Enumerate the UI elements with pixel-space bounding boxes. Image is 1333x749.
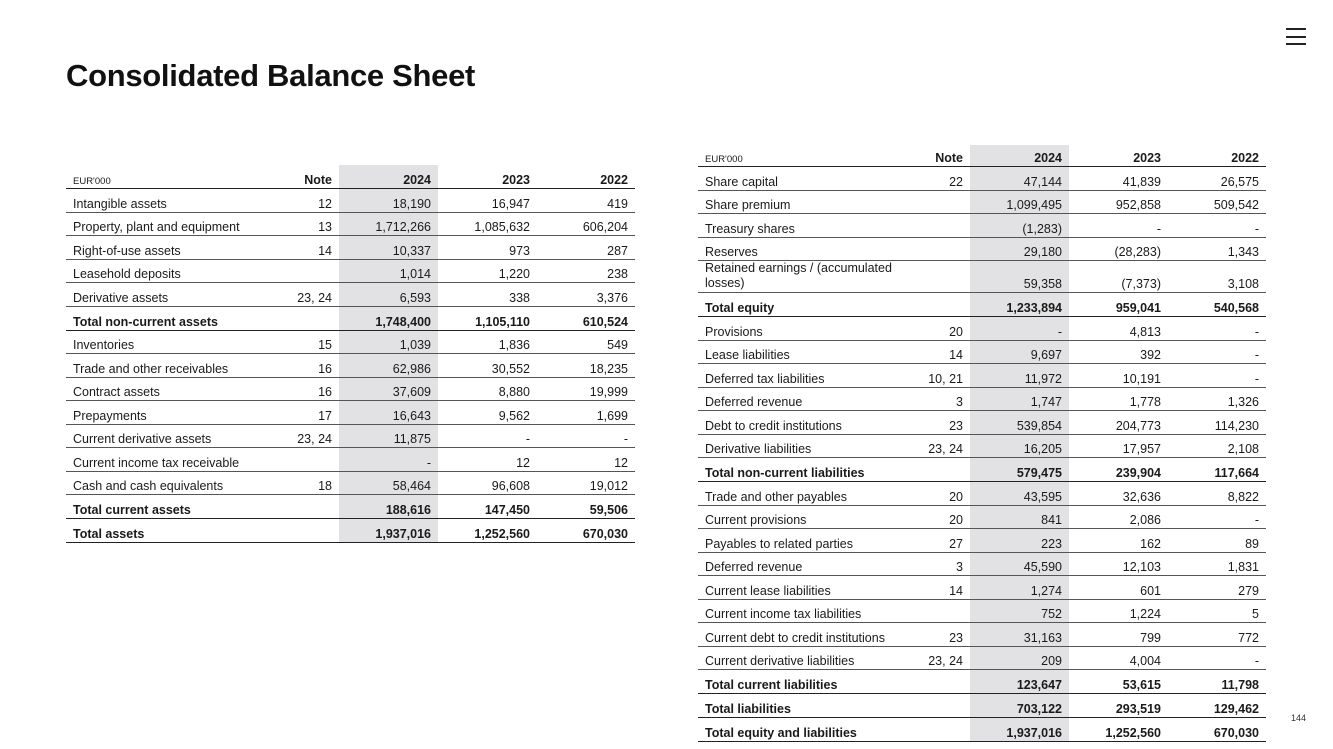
row-label: Total liabilities [698,694,903,718]
value-2022: 287 [537,236,635,260]
year-2024-header: 2024 [970,145,1069,167]
total-row [66,495,635,519]
row-label: Payables to related parties [698,529,903,553]
table-row [66,354,635,378]
note-cell: 22 [903,167,970,191]
value-2023: 41,839 [1069,167,1168,191]
table-row [66,471,635,495]
note-cell: 16 [272,354,339,378]
value-2023: 1,220 [438,259,537,283]
value-2024: 47,144 [970,167,1069,191]
value-2024: 18,190 [339,189,438,213]
row-label: Inventories [66,330,272,354]
value-2023: 96,608 [438,471,537,495]
table-row [698,190,1266,214]
unit-header: EUR'000 [66,165,272,189]
value-2023: 147,450 [438,495,537,519]
value-2022: 279 [1168,576,1266,600]
value-2022: 1,343 [1168,237,1266,261]
note-cell: 3 [903,552,970,576]
note-cell [903,261,970,293]
value-2024: 31,163 [970,623,1069,647]
value-2022: - [1168,505,1266,529]
year-2023-header: 2023 [1069,145,1168,167]
value-2022: 19,012 [537,471,635,495]
note-cell: 18 [272,471,339,495]
value-2023: 53,615 [1069,670,1168,694]
value-2024: 841 [970,505,1069,529]
value-2023: 32,636 [1069,482,1168,506]
note-cell: 27 [903,529,970,553]
value-2022: 8,822 [1168,482,1266,506]
row-label: Retained earnings / (accumulated losses) [698,261,903,293]
row-label: Share capital [698,167,903,191]
row-label: Share premium [698,190,903,214]
row-label: Total current liabilities [698,670,903,694]
value-2022: 509,542 [1168,190,1266,214]
value-2024: 223 [970,529,1069,553]
value-2023: 1,085,632 [438,212,537,236]
table-row [698,529,1266,553]
value-2023: 1,252,560 [438,519,537,543]
value-2022: 670,030 [537,519,635,543]
value-2023: 12,103 [1069,552,1168,576]
value-2024: 37,609 [339,377,438,401]
note-cell: 17 [272,401,339,425]
value-2023: 16,947 [438,189,537,213]
value-2022: 1,831 [1168,552,1266,576]
total-row [698,718,1266,742]
value-2022: 117,664 [1168,458,1266,482]
value-2022: 549 [537,330,635,354]
total-row [698,670,1266,694]
note-cell [903,237,970,261]
value-2024: 579,475 [970,458,1069,482]
table-row [698,411,1266,435]
row-label: Debt to credit institutions [698,411,903,435]
value-2023: 293,519 [1069,694,1168,718]
row-label: Treasury shares [698,214,903,238]
value-2024: 16,205 [970,434,1069,458]
note-cell: 10, 21 [903,364,970,388]
table-row [66,448,635,472]
table-row [66,283,635,307]
row-label: Current derivative assets [66,424,272,448]
value-2024: 1,712,266 [339,212,438,236]
value-2022: 2,108 [1168,434,1266,458]
table-row [66,330,635,354]
table-row [66,189,635,213]
row-label: Total non-current liabilities [698,458,903,482]
menu-bar [1286,36,1306,38]
value-2023: 204,773 [1069,411,1168,435]
row-label: Deferred revenue [698,387,903,411]
row-label: Current lease liabilities [698,576,903,600]
row-label: Provisions [698,317,903,341]
value-2022: 12 [537,448,635,472]
row-label: Current derivative liabilities [698,646,903,670]
value-2022: 59,506 [537,495,635,519]
value-2022: 26,575 [1168,167,1266,191]
value-2024: 9,697 [970,340,1069,364]
value-2024: 123,647 [970,670,1069,694]
table-row [66,259,635,283]
table-row [698,552,1266,576]
value-2023: 973 [438,236,537,260]
note-cell [272,519,339,543]
value-2023: - [438,424,537,448]
row-label: Reserves [698,237,903,261]
value-2024: 29,180 [970,237,1069,261]
note-cell [903,214,970,238]
value-2023: 1,836 [438,330,537,354]
table-row [698,364,1266,388]
value-2022: - [1168,340,1266,364]
table-row [698,646,1266,670]
value-2023: 8,880 [438,377,537,401]
value-2024: 1,937,016 [970,718,1069,742]
value-2024: 188,616 [339,495,438,519]
table-row [698,237,1266,261]
value-2023: 9,562 [438,401,537,425]
value-2023: 2,086 [1069,505,1168,529]
value-2023: 4,813 [1069,317,1168,341]
note-cell: 15 [272,330,339,354]
table-row [66,212,635,236]
year-2023-header: 2023 [438,165,537,189]
value-2023: 392 [1069,340,1168,364]
value-2024: 703,122 [970,694,1069,718]
table-row [698,387,1266,411]
row-label: Deferred tax liabilities [698,364,903,388]
value-2022: 18,235 [537,354,635,378]
value-2024: 10,337 [339,236,438,260]
value-2024: 1,747 [970,387,1069,411]
value-2022: 1,326 [1168,387,1266,411]
menu-bar [1286,43,1306,45]
value-2023: 239,904 [1069,458,1168,482]
row-label: Property, plant and equipment [66,212,272,236]
value-2022: - [1168,214,1266,238]
note-cell: 23, 24 [903,434,970,458]
note-header: Note [272,165,339,189]
value-2024: 11,875 [339,424,438,448]
note-cell: 14 [903,576,970,600]
row-label: Current debt to credit institutions [698,623,903,647]
table-row [66,377,635,401]
row-label: Current provisions [698,505,903,529]
note-header: Note [903,145,970,167]
note-cell [903,190,970,214]
value-2023: 10,191 [1069,364,1168,388]
value-2023: 162 [1069,529,1168,553]
value-2023: 959,041 [1069,293,1168,317]
row-label: Prepayments [66,401,272,425]
value-2023: 799 [1069,623,1168,647]
value-2023: 1,105,110 [438,306,537,330]
value-2022: 238 [537,259,635,283]
page-title: Consolidated Balance Sheet [66,58,476,93]
page-number: 144 [1291,713,1307,723]
note-cell: 20 [903,505,970,529]
value-2022: 772 [1168,623,1266,647]
value-2024: (1,283) [970,214,1069,238]
value-2024: 43,595 [970,482,1069,506]
note-cell: 23, 24 [903,646,970,670]
value-2022: 3,108 [1168,261,1266,293]
equity-liabilities-table-header [698,145,1266,167]
value-2023: 338 [438,283,537,307]
value-2024: 1,233,894 [970,293,1069,317]
value-2024: 1,099,495 [970,190,1069,214]
table-row [698,167,1266,191]
table-row [698,214,1266,238]
note-cell [272,259,339,283]
value-2024: 539,854 [970,411,1069,435]
value-2022: 1,699 [537,401,635,425]
table-row [698,623,1266,647]
value-2022: 19,999 [537,377,635,401]
total-row [698,694,1266,718]
value-2024: 59,358 [970,261,1069,293]
value-2023: 30,552 [438,354,537,378]
row-label: Right-of-use assets [66,236,272,260]
row-label: Total equity [698,293,903,317]
value-2022: - [1168,317,1266,341]
year-2024-header: 2024 [339,165,438,189]
value-2024: 752 [970,599,1069,623]
row-label: Trade and other payables [698,482,903,506]
total-row [698,458,1266,482]
value-2023: 1,252,560 [1069,718,1168,742]
note-cell: 23 [903,411,970,435]
row-label: Current income tax liabilities [698,599,903,623]
note-cell [903,670,970,694]
value-2024: 6,593 [339,283,438,307]
value-2024: 1,937,016 [339,519,438,543]
row-label: Total assets [66,519,272,543]
value-2022: 5 [1168,599,1266,623]
value-2022: 89 [1168,529,1266,553]
value-2023: 17,957 [1069,434,1168,458]
total-row [698,293,1266,317]
row-label: Deferred revenue [698,552,903,576]
value-2023: 12 [438,448,537,472]
value-2022: 419 [537,189,635,213]
row-label: Lease liabilities [698,340,903,364]
note-cell: 16 [272,377,339,401]
value-2024: 62,986 [339,354,438,378]
table-row [698,434,1266,458]
value-2022: 129,462 [1168,694,1266,718]
value-2024: 1,039 [339,330,438,354]
table-row [698,576,1266,600]
value-2023: 4,004 [1069,646,1168,670]
row-label: Total current assets [66,495,272,519]
row-label: Cash and cash equivalents [66,471,272,495]
note-cell [903,293,970,317]
table-row [698,317,1266,341]
year-2022-header: 2022 [537,165,635,189]
unit-header: EUR'000 [698,145,903,167]
row-label: Total equity and liabilities [698,718,903,742]
table-row [698,340,1266,364]
note-cell [272,448,339,472]
note-cell [903,458,970,482]
note-cell [903,694,970,718]
value-2022: 3,376 [537,283,635,307]
value-2023: 952,858 [1069,190,1168,214]
note-cell [903,599,970,623]
note-cell: 20 [903,482,970,506]
value-2022: - [1168,646,1266,670]
note-cell [272,495,339,519]
row-label: Intangible assets [66,189,272,213]
assets-table-header [66,165,635,189]
value-2024: - [339,448,438,472]
value-2022: - [1168,364,1266,388]
note-cell: 13 [272,212,339,236]
note-cell [272,306,339,330]
value-2022: 114,230 [1168,411,1266,435]
value-2022: 606,204 [537,212,635,236]
note-cell: 14 [272,236,339,260]
value-2024: 1,274 [970,576,1069,600]
row-label: Leasehold deposits [66,259,272,283]
value-2022: 11,798 [1168,670,1266,694]
row-label: Contract assets [66,377,272,401]
note-cell: 23, 24 [272,283,339,307]
table-row [698,599,1266,623]
value-2022: 670,030 [1168,718,1266,742]
value-2024: - [970,317,1069,341]
value-2022: - [537,424,635,448]
year-2022-header: 2022 [1168,145,1266,167]
table-row [66,236,635,260]
value-2023: (7,373) [1069,261,1168,293]
row-label: Current income tax receivable [66,448,272,472]
value-2024: 1,014 [339,259,438,283]
row-label: Trade and other receivables [66,354,272,378]
value-2024: 209 [970,646,1069,670]
value-2023: - [1069,214,1168,238]
row-label: Total non-current assets [66,306,272,330]
total-row [66,306,635,330]
value-2023: 1,224 [1069,599,1168,623]
table-row [66,401,635,425]
table-row [698,261,1266,293]
value-2024: 45,590 [970,552,1069,576]
value-2024: 58,464 [339,471,438,495]
assets-table [66,165,635,543]
value-2024: 1,748,400 [339,306,438,330]
note-cell: 23 [903,623,970,647]
table-row [698,482,1266,506]
row-label: Derivative liabilities [698,434,903,458]
note-cell [903,718,970,742]
note-cell: 3 [903,387,970,411]
table-row [66,424,635,448]
value-2024: 16,643 [339,401,438,425]
row-label: Derivative assets [66,283,272,307]
menu-bar [1286,28,1306,30]
table-row [698,505,1266,529]
note-cell: 20 [903,317,970,341]
note-cell: 23, 24 [272,424,339,448]
value-2022: 610,524 [537,306,635,330]
note-cell: 14 [903,340,970,364]
equity-liabilities-table [698,145,1266,742]
value-2022: 540,568 [1168,293,1266,317]
value-2023: 601 [1069,576,1168,600]
hamburger-menu-icon[interactable] [1286,28,1306,45]
value-2024: 11,972 [970,364,1069,388]
value-2023: (28,283) [1069,237,1168,261]
note-cell: 12 [272,189,339,213]
value-2023: 1,778 [1069,387,1168,411]
total-row [66,519,635,543]
